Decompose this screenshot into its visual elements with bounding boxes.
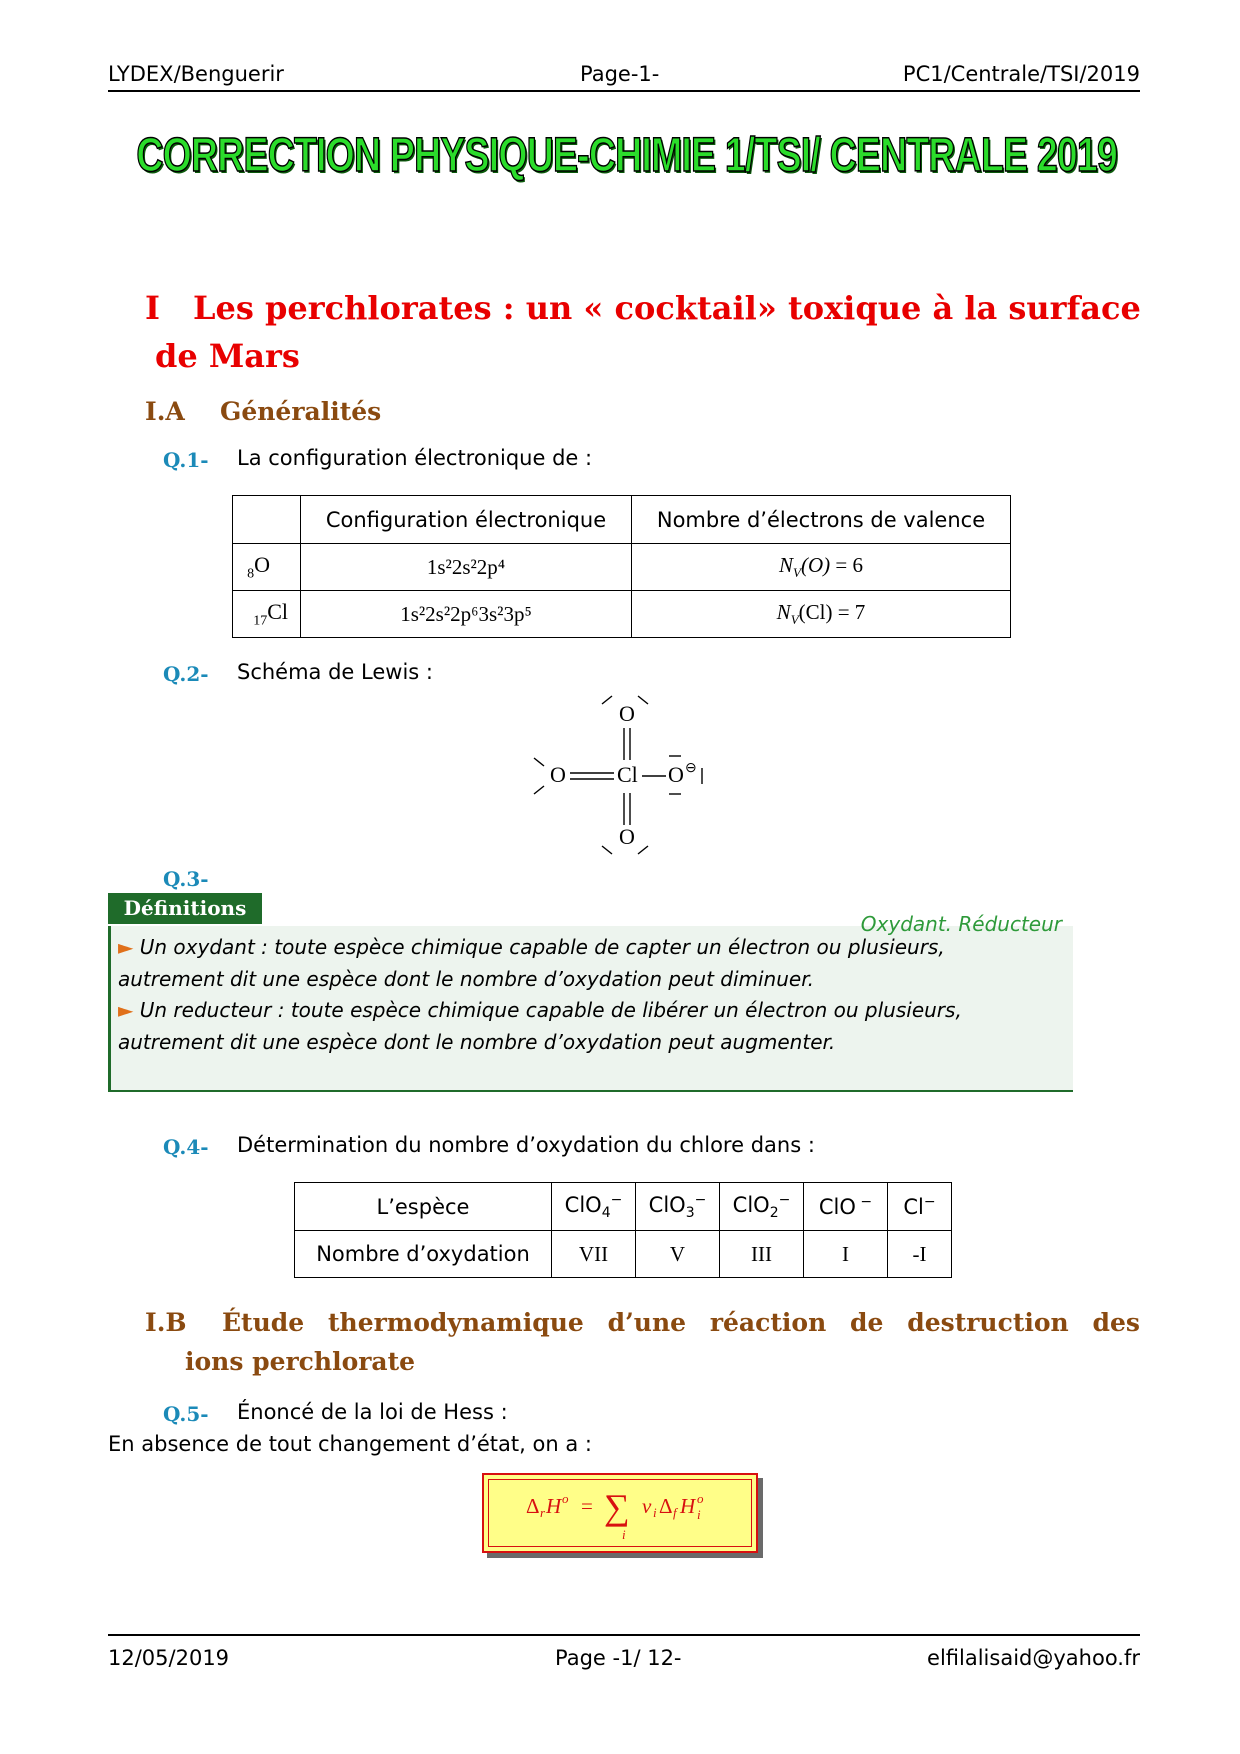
definition-tab: Définitions: [108, 893, 262, 924]
valence-symbol: N: [779, 552, 794, 577]
atomic-number: 17: [253, 613, 268, 629]
q4-label: Q.4-: [163, 1135, 209, 1159]
table-row: [295, 1183, 952, 1231]
valence-argument: (Cl): [798, 599, 833, 624]
species-subscript: 2: [769, 1205, 779, 1222]
subsection-b-title-line2: ions perchlorate: [185, 1347, 416, 1376]
formula-enthalpy: H: [680, 1494, 696, 1518]
formula-sup: o: [562, 1491, 569, 1506]
element-symbol: Cl: [267, 598, 288, 624]
valence-chlorine: [632, 591, 1011, 638]
subsection-a-title: Généralités: [220, 397, 382, 426]
hess-formula: [484, 1475, 756, 1551]
species-charge: −: [610, 1191, 623, 1208]
bullet-triangle-icon: ►: [118, 935, 134, 959]
atom-cl-center: Cl: [617, 762, 638, 787]
formula-sub: f: [673, 1505, 677, 1520]
bullet-triangle-icon: ►: [118, 998, 134, 1022]
species-formula: ClO: [648, 1192, 686, 1217]
subsection-a-number: I.A: [145, 397, 185, 426]
q2-text: Schéma de Lewis :: [237, 660, 433, 684]
atomic-number: 8: [247, 566, 255, 582]
ox-clo: I: [804, 1231, 888, 1278]
formula-sup: o: [697, 1491, 704, 1506]
species-clo3: [636, 1183, 720, 1231]
q2-label: Q.2-: [163, 662, 209, 686]
species-formula: ClO: [732, 1192, 770, 1217]
q5-line: En absence de tout changement d’état, on a :: [108, 1432, 592, 1456]
header-center: Page-1-: [580, 62, 660, 86]
footer-email: elfilalisaid@yahoo.fr: [927, 1646, 1140, 1670]
element-chlorine: [233, 591, 301, 638]
footer-page: Page -1/ 12-: [555, 1646, 682, 1670]
valence-subscript: V: [793, 565, 801, 581]
valence-oxygen: [632, 544, 1011, 591]
header-left: LYDEX/Benguerir: [108, 62, 284, 86]
valence-subscript: V: [790, 612, 799, 628]
species-clo2: [720, 1183, 804, 1231]
subsection-b-number: I.B: [145, 1308, 187, 1337]
q5-label: Q.5-: [163, 1402, 209, 1426]
species-formula: ClO: [564, 1192, 602, 1217]
definition-line: autrement dit une espèce dont le nombre d’oxydation peut diminuer.: [118, 966, 814, 991]
lewis-structure: [530, 690, 730, 860]
element-symbol: O: [254, 551, 270, 577]
species-cl: [888, 1183, 952, 1231]
definition-line-reducer: [118, 995, 1068, 1027]
species-clo: [804, 1183, 888, 1231]
species-charge: −: [778, 1191, 791, 1208]
valence-symbol: N: [776, 599, 791, 624]
footer-date: 12/05/2019: [108, 1646, 230, 1670]
q5-text: Énoncé de la loi de Hess :: [237, 1400, 508, 1424]
config-chlorine: 1s²2s²2p⁶3s²3p⁵: [301, 591, 632, 638]
ox-clo4: VII: [552, 1231, 636, 1278]
section-number: I: [145, 289, 160, 327]
section-title-line1: Les perchlorates : un « cocktail» toxique à la surface: [193, 289, 1141, 327]
oxidation-table: [294, 1182, 952, 1278]
config-oxygen: 1s²2s²2p⁴: [301, 544, 632, 591]
col-header-valence: Nombre d’électrons de valence: [632, 496, 1011, 544]
row-header-species: L’espèce: [295, 1183, 552, 1231]
species-formula: ClO: [818, 1195, 856, 1219]
header-right: PC1/Centrale/TSI/2019: [902, 62, 1140, 86]
ox-cl: -I: [888, 1231, 952, 1278]
definition-line: autrement dit une espèce dont le nombre d’oxydation peut augmenter.: [118, 1029, 836, 1054]
formula-sum-index: i: [622, 1527, 626, 1542]
ox-clo3: V: [636, 1231, 720, 1278]
atom-o-top: O: [619, 701, 635, 726]
valence-value: = 6: [835, 552, 863, 577]
formula-nu-sub: i: [653, 1505, 657, 1520]
table-row: [233, 544, 1011, 591]
electron-config-table: [232, 495, 1011, 638]
atom-o-left: O: [550, 762, 566, 787]
subsection-b-title-line1: Étude thermodynamique d’une réaction de destruction des: [222, 1308, 1140, 1337]
table-row: [233, 591, 1011, 638]
header-rule: [108, 90, 1140, 92]
formula-sum: ∑: [604, 1487, 630, 1527]
valence-value: = 7: [837, 599, 866, 624]
definition-topic: Oxydant. Réducteur: [860, 912, 1062, 936]
negative-charge: ⊖: [685, 761, 697, 776]
section-title-line2: de Mars: [155, 337, 300, 375]
species-subscript: 4: [601, 1205, 611, 1222]
formula-delta: Δ: [526, 1494, 540, 1518]
table-corner-cell: [233, 496, 301, 544]
atom-o-bottom: O: [619, 824, 635, 849]
formula-enthalpy: H: [546, 1494, 562, 1518]
row-header-oxidation: Nombre d’oxydation: [295, 1231, 552, 1278]
species-subscript: 3: [685, 1205, 695, 1222]
formula-sub: r: [540, 1505, 546, 1520]
species-clo4: [552, 1183, 636, 1231]
formula-nu: ν: [642, 1494, 652, 1518]
formula-h-sub: i: [697, 1507, 701, 1522]
definition-line-oxidant: [118, 932, 1068, 964]
species-charge: −: [694, 1191, 707, 1208]
footer-rule: [108, 1634, 1140, 1636]
document-title: CORRECTION PHYSIQUE-CHIMIE 1/TSI/ CENTRALE 2019: [136, 129, 1118, 182]
atom-o-right: O: [668, 762, 684, 787]
q4-text: Détermination du nombre d’oxydation du chlore dans :: [237, 1133, 815, 1157]
hess-formula-box: [482, 1473, 758, 1553]
species-charge: −: [923, 1194, 936, 1210]
definition-line: Un oxydant : toute espèce chimique capable de capter un électron ou plusieurs,: [139, 935, 945, 959]
definition-line: Un reducteur : toute espèce chimique capable de libérer un électron ou plusieurs,: [139, 998, 962, 1022]
q3-label: Q.3-: [163, 867, 209, 891]
element-oxygen: [233, 544, 301, 591]
col-header-config: Configuration électronique: [301, 496, 632, 544]
definition-text: [118, 932, 1068, 1058]
q1-text: La configuration électronique de :: [237, 446, 593, 470]
table-row: [295, 1231, 952, 1278]
q1-label: Q.1-: [163, 448, 209, 472]
species-formula: Cl: [903, 1195, 924, 1219]
formula-delta: Δ: [659, 1494, 673, 1518]
species-charge: −: [855, 1194, 873, 1210]
valence-argument: (O): [800, 552, 831, 577]
formula-equals: =: [581, 1494, 593, 1518]
ox-clo2: III: [720, 1231, 804, 1278]
